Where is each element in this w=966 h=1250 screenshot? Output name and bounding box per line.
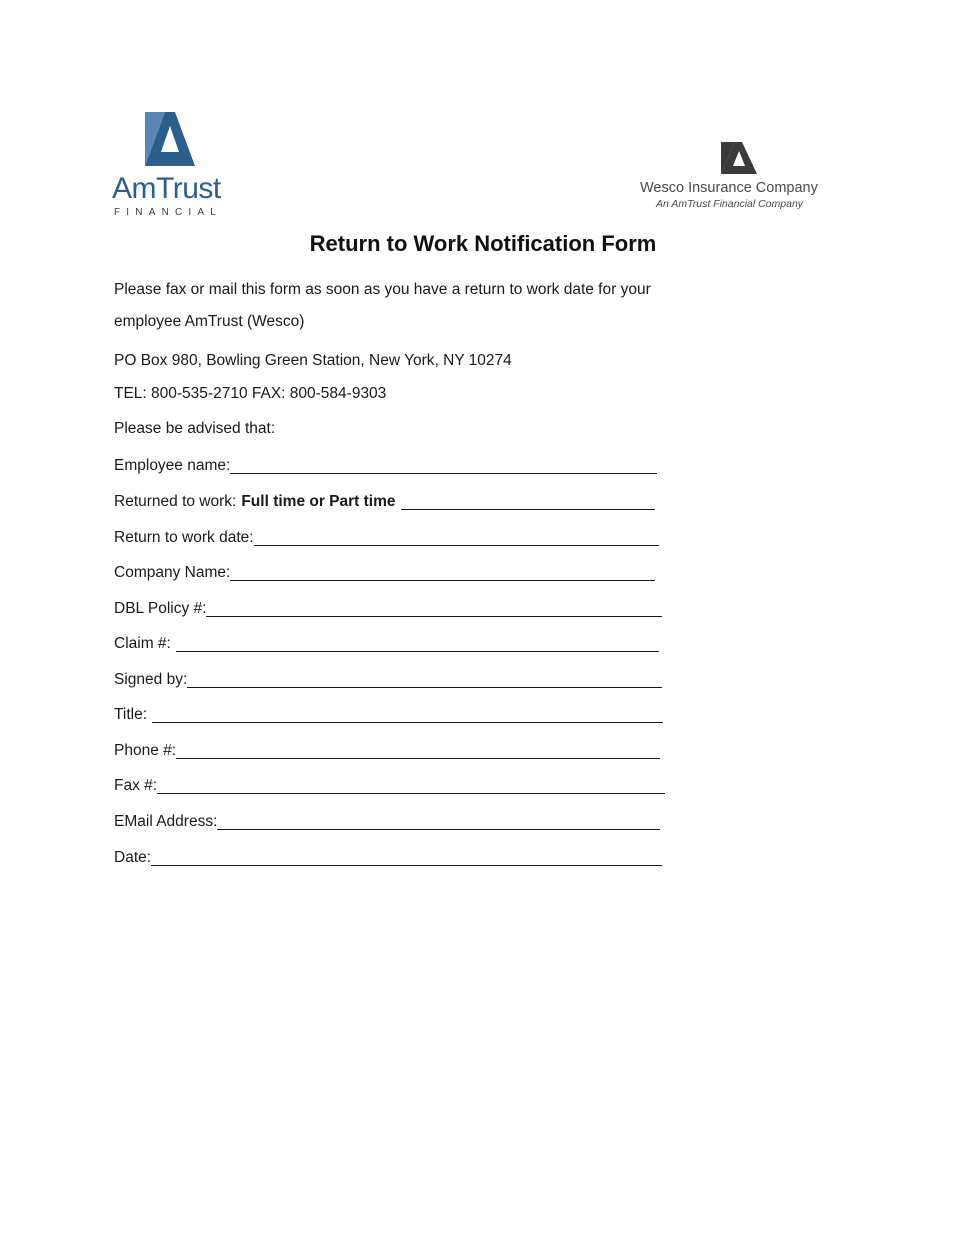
work-type-options: Full time or Part time <box>241 493 396 510</box>
claim-label: Claim #: <box>114 635 171 652</box>
phone-input[interactable] <box>176 758 660 759</box>
date-input[interactable] <box>151 865 662 866</box>
phone-field <box>114 739 660 761</box>
fax-input[interactable] <box>157 793 665 794</box>
claim-input[interactable] <box>176 651 659 652</box>
title-label: Title: <box>114 706 148 723</box>
title-input[interactable] <box>152 722 663 723</box>
signed-by-input[interactable] <box>187 687 662 688</box>
amtrust-subtitle: FINANCIAL <box>114 207 223 218</box>
employee-name-input[interactable] <box>230 473 657 474</box>
advised-text: Please be advised that: <box>114 420 276 437</box>
return-date-input[interactable] <box>254 545 659 546</box>
returned-to-work-field <box>114 490 655 512</box>
dbl-policy-field <box>114 597 662 619</box>
employee-name-field <box>114 454 657 476</box>
amtrust-a-icon <box>145 112 195 166</box>
email-field <box>114 810 660 832</box>
date-field <box>114 846 662 868</box>
returned-to-work-label: Returned to work: <box>114 493 237 510</box>
email-label: EMail Address: <box>114 813 218 830</box>
company-name-label: Company Name: <box>114 564 231 581</box>
wesco-logo <box>638 142 843 214</box>
return-date-label: Return to work date: <box>114 529 254 546</box>
signed-by-field <box>114 668 662 690</box>
claim-field <box>114 632 659 654</box>
fax-label: Fax #: <box>114 777 158 794</box>
employee-name-label: Employee name: <box>114 457 231 474</box>
amtrust-wordmark: AmTrust <box>112 172 221 205</box>
return-date-field <box>114 526 659 548</box>
amtrust-logo <box>112 112 230 222</box>
signed-by-label: Signed by: <box>114 671 188 688</box>
wesco-a-icon <box>721 142 757 174</box>
returned-to-work-input[interactable] <box>401 509 655 510</box>
intro-line-2: employee AmTrust (Wesco) <box>114 313 305 330</box>
company-name-field <box>114 561 655 583</box>
date-label: Date: <box>114 849 152 866</box>
intro-line-1: Please fax or mail this form as soon as you have a return to work date for your <box>114 281 651 298</box>
title-field <box>114 703 663 725</box>
wesco-tagline: An AmTrust Financial Company <box>656 198 804 210</box>
form-title: Return to Work Notification Form <box>309 231 657 256</box>
dbl-policy-label: DBL Policy #: <box>114 600 207 617</box>
mailing-address: PO Box 980, Bowling Green Station, New York, NY 10274 <box>114 352 512 369</box>
wesco-company-name: Wesco Insurance Company <box>640 180 818 196</box>
phone-label: Phone #: <box>114 742 177 759</box>
company-name-input[interactable] <box>230 580 655 581</box>
email-input[interactable] <box>217 829 660 830</box>
contact-numbers: TEL: 800-535-2710 FAX: 800-584-9303 <box>114 385 387 402</box>
fax-field <box>114 774 665 796</box>
dbl-policy-input[interactable] <box>206 616 662 617</box>
